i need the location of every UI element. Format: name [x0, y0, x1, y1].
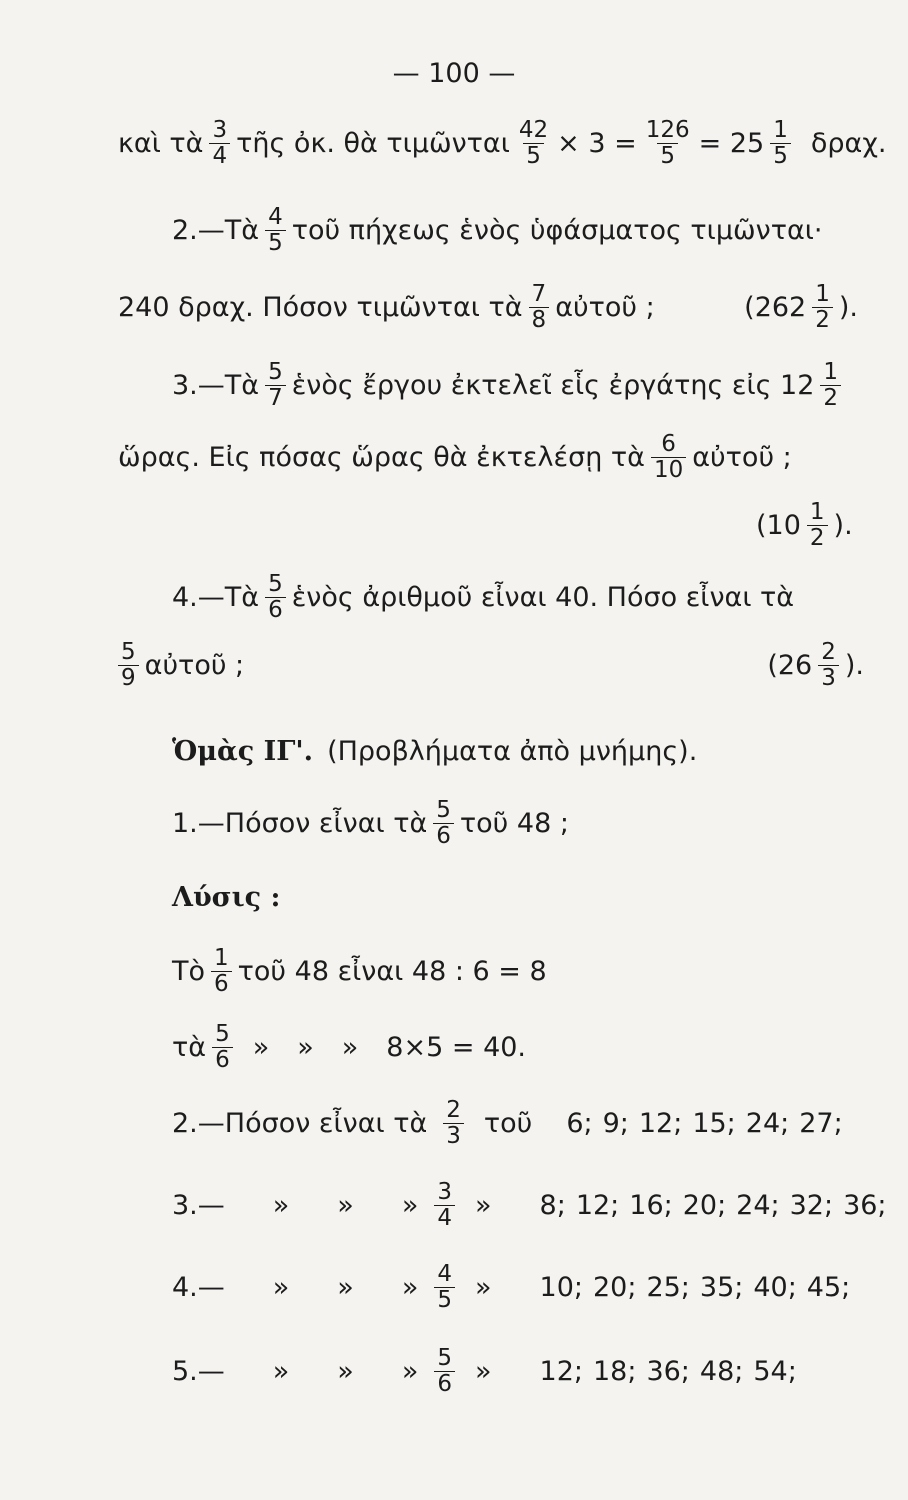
text: 3.—Τὰ — [172, 369, 260, 401]
text: καὶ τὰ — [118, 127, 204, 159]
text: τοῦ 48 εἶναι 48 : 6 = 8 — [237, 955, 547, 987]
section-subtitle: (Προβλήματα ἀπὸ μνήμης). — [327, 736, 698, 767]
fraction: $\frac{6}{10}$ — [651, 432, 686, 483]
fraction: $\frac{1}{6}$ — [211, 946, 232, 997]
ditto-mark: » — [475, 1355, 492, 1387]
text: 2.—Πόσον εἶναι τὰ — [172, 1107, 428, 1139]
line-10 — [172, 798, 569, 849]
fraction: $\frac{1}{5}$ — [770, 118, 791, 169]
fraction: $\frac{1}{2}$ — [820, 360, 841, 411]
ditto-mark: » — [337, 1271, 354, 1303]
fraction: $\frac{5}{6}$ — [433, 798, 454, 849]
number: 48; — [699, 1355, 744, 1387]
fraction: $\frac{3}{4}$ — [209, 118, 230, 169]
text: 5.— — [172, 1355, 225, 1387]
text: 3.— — [172, 1189, 225, 1221]
fraction: $\frac{4}{5}$ — [265, 205, 286, 256]
ditto-mark: » — [341, 1031, 359, 1063]
line-16 — [172, 1262, 860, 1313]
fraction: $\frac{7}{8}$ — [529, 282, 550, 333]
ditto-mark: » — [401, 1355, 419, 1387]
fraction: $\frac{42}{5}$ — [518, 117, 549, 169]
number: 24; — [745, 1107, 790, 1139]
line-6 — [756, 500, 853, 551]
number: 40; — [753, 1271, 797, 1303]
number: 12; — [539, 1355, 583, 1387]
fraction: $\frac{4}{5}$ — [434, 1262, 465, 1313]
line-8 — [112, 640, 864, 691]
ditto-mark: » — [337, 1355, 354, 1387]
line-14 — [172, 1098, 853, 1149]
number: 36; — [646, 1355, 690, 1387]
text: τὰ — [172, 1031, 207, 1063]
number: 15; — [692, 1107, 736, 1139]
number: 35; — [699, 1271, 744, 1303]
ditto-mark: » — [272, 1271, 290, 1303]
ditto-mark: » — [297, 1031, 314, 1063]
fraction: $\frac{2}{3}$ — [443, 1098, 474, 1149]
text: 4.—Τὰ — [172, 581, 260, 613]
line-1 — [118, 118, 887, 169]
text: τοῦ πήχεως ἑνὸς ὑφάσματος τιμῶνται· — [291, 214, 823, 246]
text: ἑνὸς ἔργου ἐκτελεῖ εἷς ἐργάτης εἰς 12 — [291, 369, 815, 401]
number: 9; — [602, 1107, 629, 1139]
answer: (26 $\frac{2}{3}$ ). — [767, 639, 864, 691]
solution-label: Λύσις : — [172, 882, 281, 913]
text: ἑνὸς ἀριθμοῦ εἶναι 40. Πόσο εἶναι τὰ — [291, 581, 795, 613]
number: 24; — [736, 1189, 780, 1221]
text: 240 δραχ. Πόσον τιμῶνται τὰ — [118, 291, 523, 323]
number: 6; — [566, 1107, 593, 1139]
number: 18; — [592, 1355, 637, 1387]
line-12 — [172, 946, 547, 997]
ditto-mark: » — [475, 1271, 492, 1303]
fraction: $\frac{5}{9}$ — [118, 640, 139, 691]
line-4 — [172, 360, 862, 411]
line-15 — [172, 1180, 897, 1231]
section-title: Ὁμὰς ΙΓ'. — [172, 736, 314, 767]
fraction: $\frac{5}{6}$ — [434, 1346, 465, 1397]
ditto-mark: » — [401, 1189, 419, 1221]
line-5 — [118, 432, 792, 483]
text: αὐτοῦ ; — [555, 291, 655, 323]
fraction: $\frac{5}{7}$ — [265, 360, 286, 411]
number: 25; — [646, 1271, 690, 1303]
number: 20; — [592, 1271, 637, 1303]
number: 8; — [539, 1189, 566, 1221]
number: 32; — [789, 1189, 834, 1221]
answer: (262 $\frac{1}{2}$ ). — [744, 281, 858, 333]
text: × 3 = — [557, 127, 637, 159]
number: 10; — [539, 1271, 583, 1303]
fraction: $\frac{5}{6}$ — [212, 1022, 233, 1073]
line-13 — [172, 1022, 526, 1073]
text: 1.—Πόσον εἶναι τὰ — [172, 807, 428, 839]
text: Τὸ — [172, 955, 206, 987]
section-heading — [172, 738, 697, 765]
answer: (10 $\frac{1}{2}$ ). — [756, 499, 853, 551]
text: τοῦ — [483, 1107, 533, 1139]
text: τῆς ὀκ. θὰ τιμῶνται — [236, 127, 510, 159]
number: 54; — [753, 1355, 797, 1387]
line-2 — [172, 205, 822, 256]
line-3 — [118, 282, 858, 333]
number: 12; — [638, 1107, 683, 1139]
number: 27; — [799, 1107, 843, 1139]
fraction: $\frac{5}{6}$ — [265, 572, 286, 623]
ditto-mark: » — [272, 1355, 290, 1387]
text: τοῦ 48 ; — [459, 807, 569, 839]
page-number: — 100 — — [392, 58, 516, 89]
fraction: $\frac{3}{4}$ — [434, 1180, 465, 1231]
text: ὥρας. Εἰς πόσας ὥρας θὰ ἐκτελέσῃ τὰ — [118, 441, 645, 473]
ditto-mark: » — [475, 1189, 492, 1221]
line-17 — [172, 1346, 807, 1397]
line-7 — [172, 572, 877, 623]
ditto-mark: » — [272, 1189, 290, 1221]
text: δραχ. — [810, 127, 887, 159]
number: 16; — [629, 1189, 673, 1221]
text: 4.— — [172, 1271, 225, 1303]
text: 8×5 = 40. — [386, 1031, 527, 1063]
fraction: $\frac{126}{5}$ — [645, 117, 690, 169]
text: αὐτοῦ ; — [692, 441, 792, 473]
text: αὐτοῦ ; — [144, 649, 245, 681]
ditto-mark: » — [401, 1271, 419, 1303]
ditto-mark: » — [337, 1189, 354, 1221]
number: 36; — [843, 1189, 887, 1221]
text: = 25 — [698, 127, 765, 159]
ditto-mark: » — [252, 1031, 270, 1063]
number: 45; — [806, 1271, 851, 1303]
number: 20; — [682, 1189, 727, 1221]
number: 12; — [575, 1189, 620, 1221]
text: 2.—Τὰ — [172, 214, 260, 246]
